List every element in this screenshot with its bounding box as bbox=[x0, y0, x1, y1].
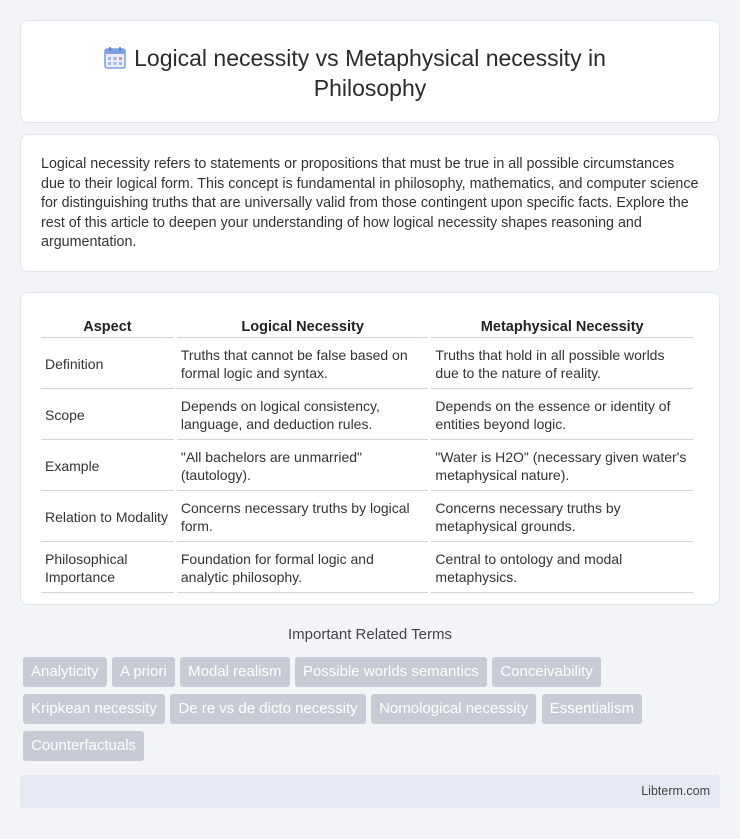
comparison-table-card bbox=[20, 292, 720, 605]
table-cell: Truths that hold in all possible worlds due to the nature of reality. bbox=[431, 340, 693, 389]
table-cell: Relation to Modality bbox=[41, 493, 174, 542]
table-cell: Example bbox=[41, 442, 174, 491]
footer bbox=[20, 775, 720, 808]
table-cell: Definition bbox=[41, 340, 174, 389]
header-metaphysical: Metaphysical Necessity bbox=[431, 315, 693, 338]
intro-paragraph: Logical necessity refers to statements or propositions that must be true in all possible circumstances due to their logical form. This concept is fundamental in philosophy, mathematics, and computer science for distinguishing truths that are universally valid from those contingent upon specific facts. Explore the rest of this article to deepen your understanding of how logical necessity shapes reasoning and argumentation. bbox=[41, 156, 699, 251]
related-term-tag[interactable]: Counterfactuals bbox=[23, 731, 144, 761]
table-cell: Concerns necessary truths by logical form. bbox=[177, 493, 429, 542]
related-term-tag[interactable]: A priori bbox=[112, 657, 175, 687]
table-row bbox=[41, 493, 693, 542]
table-row bbox=[41, 340, 693, 389]
table-cell: Central to ontology and modal metaphysics. bbox=[431, 544, 693, 593]
header-aspect: Aspect bbox=[41, 315, 174, 338]
related-term-tag[interactable]: Conceivability bbox=[492, 657, 601, 687]
page-title: Logical necessity vs Metaphysical necessity in Philosophy bbox=[134, 45, 606, 101]
table-cell: Truths that cannot be false based on formal logic and syntax. bbox=[177, 340, 429, 389]
related-term-tag[interactable]: Kripkean necessity bbox=[23, 694, 165, 724]
related-term-tag[interactable]: De re vs de dicto necessity bbox=[170, 694, 365, 724]
related-terms-title: Important Related Terms bbox=[288, 626, 452, 643]
related-terms-list bbox=[23, 657, 723, 768]
related-term-tag[interactable]: Modal realism bbox=[180, 657, 289, 687]
table-row bbox=[41, 391, 693, 440]
comparison-table bbox=[38, 313, 696, 595]
table-cell: Scope bbox=[41, 391, 174, 440]
table-cell: Depends on the essence or identity of entities beyond logic. bbox=[431, 391, 693, 440]
table-cell: "All bachelors are unmarried" (tautology). bbox=[177, 442, 429, 491]
table-row bbox=[41, 544, 693, 593]
table-cell: Depends on logical consistency, language, and deduction rules. bbox=[177, 391, 429, 440]
footer-site-link[interactable]: Libterm.com bbox=[641, 784, 710, 798]
related-term-tag[interactable]: Nomological necessity bbox=[371, 694, 536, 724]
table-cell: "Water is H2O" (necessary given water's metaphysical nature). bbox=[431, 442, 693, 491]
related-term-tag[interactable]: Possible worlds semantics bbox=[295, 657, 487, 687]
header-logical: Logical Necessity bbox=[177, 315, 429, 338]
table-cell: Philosophical Importance bbox=[41, 544, 174, 593]
table-row bbox=[41, 442, 693, 491]
title-card bbox=[20, 20, 720, 123]
table-header-row bbox=[41, 315, 693, 338]
table-cell: Concerns necessary truths by metaphysical grounds. bbox=[431, 493, 693, 542]
intro-card bbox=[20, 134, 720, 272]
table-cell: Foundation for formal logic and analytic philosophy. bbox=[177, 544, 429, 593]
related-term-tag[interactable]: Analyticity bbox=[23, 657, 107, 687]
related-term-tag[interactable]: Essentialism bbox=[542, 694, 642, 724]
